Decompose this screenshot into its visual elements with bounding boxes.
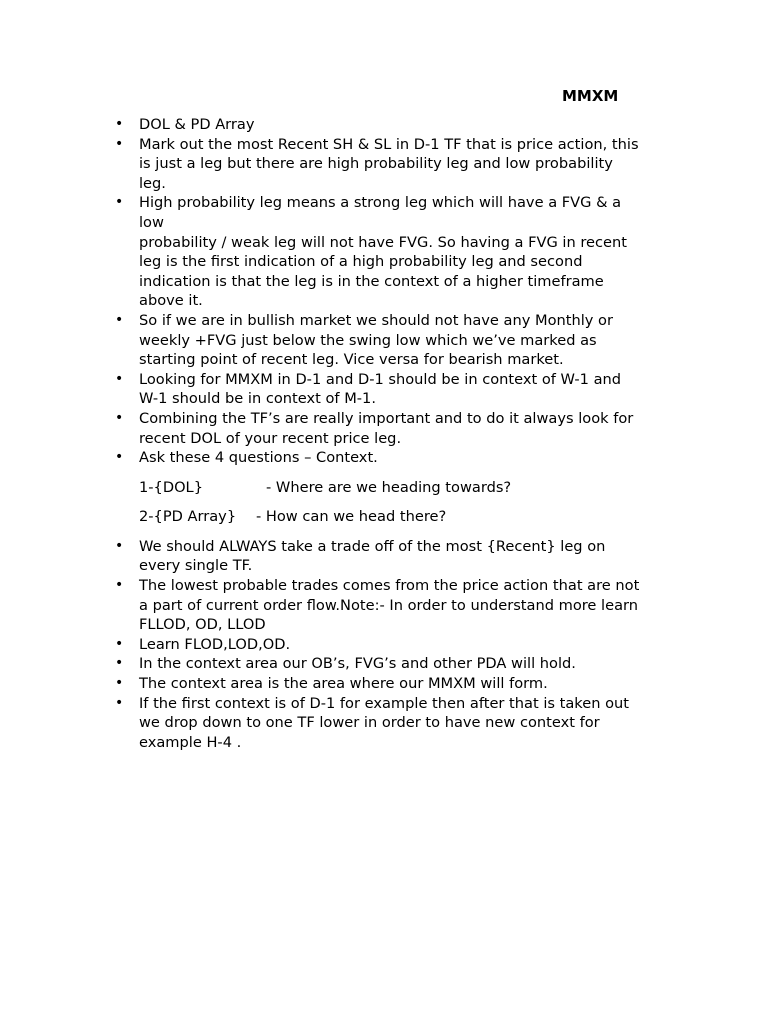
list-item: • We should ALWAYS take a trade off of the most {Recent} leg on every single TF.	[139, 537, 699, 576]
list-item: • The context area is the area where our MMXM will form.	[139, 674, 699, 694]
list-item: • High probability leg means a strong leg which will have a FVG & a low probability / weak leg will not have FVG. So having a FVG in recent leg is the first indication of a high probability leg and second indication is that the leg is in the context of a higher timeframe above it.	[139, 193, 699, 311]
question-text: - Where are we heading towards?	[266, 478, 512, 496]
list-item: • So if we are in bullish market we should not have any Monthly or weekly +FVG just below the swing low which we’ve marked as starting point of recent leg. Vice versa for bearish market.	[139, 311, 699, 370]
list-item: • DOL & PD Array	[139, 115, 699, 135]
bullet-list-bottom	[139, 537, 699, 753]
document-body	[139, 115, 699, 752]
question-row	[139, 507, 699, 527]
list-item: • Mark out the most Recent SH & SL in D-1 TF that is price action, this is just a leg but there are high probability leg and low probability leg.	[139, 135, 699, 194]
question-row	[139, 478, 699, 498]
question-text: - How can we head there?	[256, 508, 447, 526]
list-item: • The lowest probable trades comes from the price action that are not a part of current order flow.Note:- In order to understand more learn FLLOD, OD, LLOD	[139, 576, 699, 635]
list-item: • Combining the TF’s are really important and to do it always look for recent DOL of your recent price leg.	[139, 409, 699, 448]
list-item: • Ask these 4 questions – Context.	[139, 448, 699, 468]
list-item: • If the first context is of D-1 for example then after that is taken out we drop down to one TF lower in order to have new context for example H-4 .	[139, 694, 699, 753]
bullet-list-top	[139, 115, 699, 468]
question-key: 1-{DOL}	[139, 478, 203, 496]
page-title: MMXM	[562, 87, 619, 105]
list-item: • Looking for MMXM in D-1 and D-1 should be in context of W-1 and W-1 should be in context of M-1.	[139, 370, 699, 409]
list-item: • In the context area our OB’s, FVG’s and other PDA will hold.	[139, 654, 699, 674]
questions-block	[139, 478, 699, 527]
list-item: • Learn FLOD,LOD,OD.	[139, 635, 699, 655]
question-key: 2-{PD Array}	[139, 508, 237, 526]
